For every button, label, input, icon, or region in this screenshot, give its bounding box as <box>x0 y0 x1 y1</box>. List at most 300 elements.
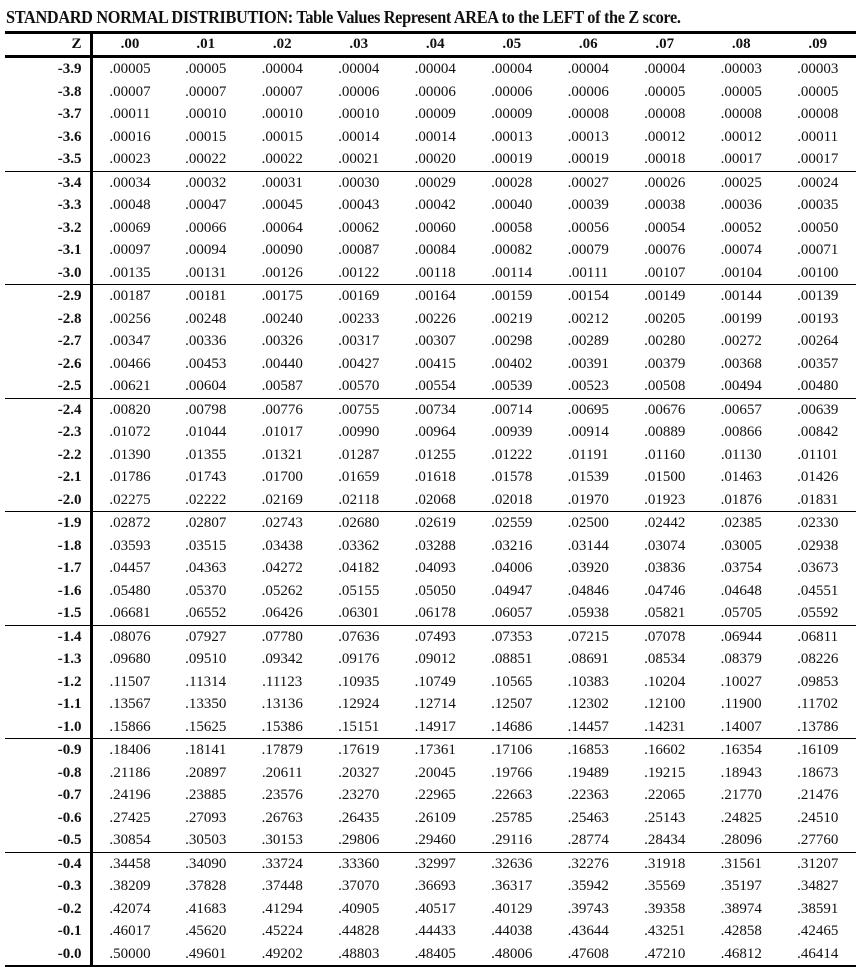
probability-cell: .00164 <box>414 288 456 304</box>
probability-cell: .00005 <box>720 83 762 100</box>
probability-cell: .01044 <box>185 424 227 440</box>
probability-cell: .00842 <box>797 424 839 440</box>
column-header: .01 <box>196 36 216 52</box>
probability-cell: .29460 <box>397 829 474 852</box>
probability-cell: .37828 <box>185 878 227 894</box>
probability-cell: .06057 <box>474 602 551 625</box>
probability-cell: .00017 <box>703 148 780 171</box>
probability-cell: .26435 <box>338 809 380 826</box>
probability-cell: .00122 <box>321 262 398 285</box>
probability-cell: .09853 <box>797 673 839 690</box>
probability-cell: .03005 <box>720 537 762 554</box>
probability-cell: .00639 <box>797 401 839 418</box>
probability-cell: .00776 <box>261 401 303 418</box>
column-header: .00 <box>120 36 140 52</box>
probability-cell: .00657 <box>720 401 762 418</box>
table-row <box>5 285 856 308</box>
probability-cell: .00368 <box>720 355 762 372</box>
z-score-cell: -3.3 <box>5 194 91 217</box>
probability-cell: .00453 <box>185 355 227 372</box>
probability-cell: .30153 <box>244 829 321 852</box>
probability-cell: .00307 <box>414 333 456 349</box>
table-row <box>5 308 856 331</box>
probability-cell: .03288 <box>414 537 456 554</box>
probability-cell: .00010 <box>261 106 303 122</box>
probability-cell: .07927 <box>185 628 227 645</box>
z-score-cell: -1.8 <box>5 535 91 558</box>
probability-cell: .00289 <box>567 333 609 349</box>
probability-cell: .11507 <box>109 673 151 690</box>
probability-cell: .40517 <box>414 900 456 917</box>
probability-cell: .40129 <box>491 900 533 917</box>
probability-cell: .17106 <box>491 742 533 758</box>
table-row <box>5 671 856 694</box>
probability-cell: .11314 <box>185 673 227 690</box>
probability-cell: .01426 <box>797 469 839 485</box>
probability-cell: .01222 <box>491 446 533 463</box>
probability-cell: .04182 <box>338 560 380 576</box>
probability-cell: .10383 <box>567 673 609 690</box>
probability-cell: .00019 <box>474 148 551 171</box>
probability-cell: .31918 <box>644 855 686 872</box>
probability-cell: .00298 <box>491 333 533 349</box>
z-score-cell: -3.7 <box>5 103 91 126</box>
probability-cell: .00004 <box>491 61 533 77</box>
probability-cell: .00187 <box>109 288 151 304</box>
z-score-cell: -1.2 <box>5 671 91 694</box>
column-header: .09 <box>808 36 828 52</box>
probability-cell: .00007 <box>185 83 227 100</box>
probability-cell: .05262 <box>261 582 303 599</box>
probability-cell: .02018 <box>474 489 551 512</box>
probability-cell: .12924 <box>338 696 380 712</box>
probability-cell: .00045 <box>261 197 303 213</box>
table-row <box>5 262 856 285</box>
probability-cell: .04746 <box>644 582 686 599</box>
probability-cell: .00043 <box>338 197 380 213</box>
probability-cell: .01743 <box>185 469 227 485</box>
table-row <box>5 693 856 716</box>
column-header: .05 <box>502 36 522 52</box>
probability-cell: .00036 <box>720 197 762 213</box>
probability-cell: .00027 <box>567 174 609 191</box>
probability-cell: .00019 <box>550 148 627 171</box>
table-row <box>5 920 856 943</box>
probability-cell: .03144 <box>567 537 609 554</box>
probability-cell: .49202 <box>244 943 321 967</box>
probability-cell: .20045 <box>414 764 456 781</box>
probability-cell: .00060 <box>414 219 456 236</box>
table-row <box>5 898 856 921</box>
table-row <box>5 648 856 671</box>
probability-cell: .25785 <box>491 809 533 826</box>
probability-cell: .35569 <box>644 878 686 894</box>
z-score-cell: -2.8 <box>5 308 91 331</box>
probability-cell: .12100 <box>644 696 686 712</box>
probability-cell: .19766 <box>491 764 533 781</box>
probability-cell: .06944 <box>720 628 762 645</box>
probability-cell: .03515 <box>185 537 227 554</box>
probability-cell: .31561 <box>720 855 762 872</box>
probability-cell: .32997 <box>414 855 456 872</box>
z-score-cell: -3.2 <box>5 217 91 240</box>
probability-cell: .18673 <box>797 764 839 781</box>
probability-cell: .00028 <box>491 174 533 191</box>
probability-cell: .03438 <box>261 537 303 554</box>
z-score-cell: -1.7 <box>5 557 91 580</box>
probability-cell: .02500 <box>567 515 609 531</box>
probability-cell: .39743 <box>567 900 609 917</box>
probability-cell: .23270 <box>338 787 380 803</box>
probability-cell: .41683 <box>185 900 227 917</box>
probability-cell: .00024 <box>797 174 839 191</box>
probability-cell: .03754 <box>720 560 762 576</box>
probability-cell: .00336 <box>185 333 227 349</box>
z-score-cell: -2.7 <box>5 330 91 353</box>
probability-cell: .00326 <box>261 333 303 349</box>
z-score-cell: -0.5 <box>5 829 91 852</box>
probability-cell: .01072 <box>109 424 151 440</box>
probability-cell: .12302 <box>567 696 609 712</box>
probability-cell: .01130 <box>720 446 762 463</box>
z-score-cell: -0.1 <box>5 920 91 943</box>
probability-cell: .00009 <box>491 106 533 122</box>
probability-cell: .00022 <box>244 148 321 171</box>
z-score-cell: -1.1 <box>5 693 91 716</box>
table-row <box>5 829 856 852</box>
probability-cell: .01923 <box>627 489 704 512</box>
probability-cell: .02559 <box>491 515 533 531</box>
probability-cell: .07636 <box>338 628 380 645</box>
table-row <box>5 194 856 217</box>
probability-cell: .09176 <box>338 651 380 667</box>
column-header-z: Z <box>5 33 91 57</box>
probability-cell: .44433 <box>414 923 456 939</box>
probability-cell: .00012 <box>720 128 762 145</box>
probability-cell: .00009 <box>414 106 456 122</box>
probability-cell: .04272 <box>261 560 303 576</box>
probability-cell: .00008 <box>567 106 609 122</box>
probability-cell: .14457 <box>550 716 627 739</box>
probability-cell: .02938 <box>797 537 839 554</box>
probability-cell: .03836 <box>644 560 686 576</box>
probability-cell: .00004 <box>567 61 609 77</box>
probability-cell: .01970 <box>550 489 627 512</box>
probability-cell: .00539 <box>474 375 551 398</box>
table-row <box>5 217 856 240</box>
probability-cell: .00889 <box>644 424 686 440</box>
probability-cell: .18943 <box>720 764 762 781</box>
probability-cell: .06811 <box>797 628 839 645</box>
probability-cell: .27760 <box>780 829 857 852</box>
column-header: .04 <box>425 36 445 52</box>
probability-cell: .07353 <box>491 628 533 645</box>
probability-cell: .00008 <box>797 106 839 122</box>
z-score-cell: -0.6 <box>5 807 91 830</box>
z-score-cell: -2.6 <box>5 353 91 376</box>
probability-cell: .00014 <box>338 128 380 145</box>
probability-cell: .05155 <box>338 582 380 599</box>
probability-cell: .00079 <box>567 242 609 258</box>
probability-cell: .00264 <box>797 333 839 349</box>
probability-cell: .00272 <box>720 333 762 349</box>
probability-cell: .05370 <box>185 582 227 599</box>
probability-cell: .21476 <box>797 787 839 803</box>
probability-cell: .03362 <box>338 537 380 554</box>
probability-cell: .06178 <box>397 602 474 625</box>
probability-cell: .32276 <box>567 855 609 872</box>
table-row <box>5 171 856 194</box>
probability-cell: .31207 <box>797 855 839 872</box>
probability-cell: .33360 <box>338 855 380 872</box>
probability-cell: .43644 <box>567 923 609 939</box>
probability-cell: .45620 <box>185 923 227 939</box>
probability-cell: .04947 <box>491 582 533 599</box>
probability-cell: .32636 <box>491 855 533 872</box>
probability-cell: .00064 <box>261 219 303 236</box>
probability-cell: .00074 <box>720 242 762 258</box>
probability-cell: .00006 <box>414 83 456 100</box>
probability-cell: .04363 <box>185 560 227 576</box>
probability-cell: .16109 <box>797 742 839 758</box>
probability-cell: .00212 <box>567 310 609 327</box>
table-row <box>5 557 856 580</box>
probability-cell: .02872 <box>109 515 151 531</box>
probability-cell: .36317 <box>491 878 533 894</box>
probability-cell: .00139 <box>797 288 839 304</box>
probability-cell: .00523 <box>550 375 627 398</box>
probability-cell: .06426 <box>244 602 321 625</box>
probability-cell: .00018 <box>627 148 704 171</box>
table-row <box>5 444 856 467</box>
probability-cell: .00714 <box>491 401 533 418</box>
header-row <box>5 33 856 57</box>
probability-cell: .16853 <box>567 742 609 758</box>
probability-cell: .00233 <box>338 310 380 327</box>
probability-cell: .05480 <box>109 582 151 599</box>
probability-cell: .00240 <box>261 310 303 327</box>
probability-cell: .00094 <box>185 242 227 258</box>
probability-cell: .38209 <box>109 878 151 894</box>
probability-cell: .04093 <box>414 560 456 576</box>
probability-cell: .00175 <box>261 288 303 304</box>
probability-cell: .00003 <box>797 61 839 77</box>
probability-cell: .01539 <box>567 469 609 485</box>
probability-cell: .36693 <box>414 878 456 894</box>
probability-cell: .00508 <box>627 375 704 398</box>
probability-cell: .01101 <box>797 446 839 463</box>
probability-cell: .24510 <box>797 809 839 826</box>
table-row <box>5 239 856 262</box>
probability-cell: .00014 <box>414 128 456 145</box>
probability-cell: .00090 <box>261 242 303 258</box>
probability-cell: .05050 <box>414 582 456 599</box>
probability-cell: .00038 <box>644 197 686 213</box>
probability-cell: .38974 <box>720 900 762 917</box>
probability-cell: .00676 <box>644 401 686 418</box>
probability-cell: .11123 <box>262 673 303 690</box>
probability-cell: .13786 <box>780 716 857 739</box>
probability-cell: .22965 <box>414 787 456 803</box>
probability-cell: .38591 <box>797 900 839 917</box>
probability-cell: .00695 <box>567 401 609 418</box>
probability-cell: .00020 <box>397 148 474 171</box>
probability-cell: .00013 <box>567 128 609 145</box>
z-score-cell: -2.1 <box>5 466 91 489</box>
probability-cell: .07780 <box>261 628 303 645</box>
probability-cell: .12714 <box>414 696 456 712</box>
probability-cell: .00169 <box>338 288 380 304</box>
probability-cell: .01500 <box>644 469 686 485</box>
probability-cell: .00379 <box>644 355 686 372</box>
probability-cell: .08691 <box>567 651 609 667</box>
probability-cell: .08534 <box>644 651 686 667</box>
probability-cell: .39358 <box>644 900 686 917</box>
probability-cell: .00587 <box>244 375 321 398</box>
probability-cell: .00990 <box>338 424 380 440</box>
z-table <box>5 31 856 967</box>
probability-cell: .00131 <box>168 262 245 285</box>
table-row <box>5 852 856 875</box>
table-row <box>5 103 856 126</box>
table-row <box>5 625 856 648</box>
probability-cell: .03920 <box>567 560 609 576</box>
probability-cell: .00097 <box>109 242 151 258</box>
probability-cell: .00032 <box>185 174 227 191</box>
probability-cell: .00604 <box>168 375 245 398</box>
probability-cell: .23885 <box>185 787 227 803</box>
probability-cell: .22663 <box>491 787 533 803</box>
probability-cell: .02743 <box>261 515 303 531</box>
probability-cell: .05705 <box>703 602 780 625</box>
z-score-cell: -1.9 <box>5 512 91 535</box>
probability-cell: .03216 <box>491 537 533 554</box>
probability-cell: .00181 <box>185 288 227 304</box>
probability-cell: .28434 <box>627 829 704 852</box>
probability-cell: .15386 <box>244 716 321 739</box>
probability-cell: .10204 <box>644 673 686 690</box>
probability-cell: .01618 <box>414 469 456 485</box>
probability-cell: .17619 <box>338 742 380 758</box>
probability-cell: .00054 <box>644 219 686 236</box>
probability-cell: .00015 <box>261 128 303 145</box>
probability-cell: .48803 <box>321 943 398 967</box>
probability-cell: .37070 <box>338 878 380 894</box>
z-score-cell: -1.3 <box>5 648 91 671</box>
probability-cell: .00012 <box>644 128 686 145</box>
probability-cell: .09510 <box>185 651 227 667</box>
column-header: .02 <box>272 36 292 52</box>
probability-cell: .07215 <box>567 628 609 645</box>
probability-cell: .42074 <box>109 900 151 917</box>
probability-cell: .17361 <box>414 742 456 758</box>
probability-cell: .11900 <box>720 696 762 712</box>
z-score-cell: -3.6 <box>5 126 91 149</box>
probability-cell: .00154 <box>567 288 609 304</box>
probability-cell: .18141 <box>185 742 227 758</box>
table-row <box>5 126 856 149</box>
probability-cell: .00256 <box>109 310 151 327</box>
probability-cell: .01578 <box>491 469 533 485</box>
probability-cell: .00025 <box>720 174 762 191</box>
probability-cell: .15625 <box>168 716 245 739</box>
probability-cell: .00199 <box>720 310 762 327</box>
probability-cell: .15866 <box>91 716 168 739</box>
probability-cell: .00008 <box>644 106 686 122</box>
probability-cell: .01786 <box>109 469 151 485</box>
table-row <box>5 330 856 353</box>
probability-cell: .00005 <box>797 83 839 100</box>
probability-cell: .00004 <box>644 61 686 77</box>
probability-cell: .11702 <box>797 696 839 712</box>
table-body <box>5 57 856 967</box>
probability-cell: .00248 <box>185 310 227 327</box>
probability-cell: .00022 <box>168 148 245 171</box>
probability-cell: .40905 <box>338 900 380 917</box>
probability-cell: .00004 <box>261 61 303 77</box>
probability-cell: .34827 <box>797 878 839 894</box>
z-score-cell: -0.0 <box>5 943 91 967</box>
probability-cell: .00039 <box>567 197 609 213</box>
probability-cell: .00111 <box>550 262 627 285</box>
z-score-cell: -1.6 <box>5 580 91 603</box>
probability-cell: .02222 <box>168 489 245 512</box>
probability-cell: .00205 <box>644 310 686 327</box>
probability-cell: .00056 <box>567 219 609 236</box>
z-score-cell: -2.0 <box>5 489 91 512</box>
z-score-cell: -3.5 <box>5 148 91 171</box>
probability-cell: .16354 <box>720 742 762 758</box>
z-score-cell: -0.8 <box>5 762 91 785</box>
probability-cell: .00135 <box>91 262 168 285</box>
probability-cell: .00427 <box>338 355 380 372</box>
probability-cell: .04006 <box>491 560 533 576</box>
probability-cell: .42465 <box>797 923 839 939</box>
probability-cell: .01287 <box>338 446 380 463</box>
probability-cell: .20327 <box>338 764 380 781</box>
probability-cell: .00008 <box>720 106 762 122</box>
probability-cell: .01659 <box>338 469 380 485</box>
table-row <box>5 535 856 558</box>
probability-cell: .27093 <box>185 809 227 826</box>
table-row <box>5 784 856 807</box>
probability-cell: .01321 <box>261 446 303 463</box>
z-score-cell: -1.0 <box>5 716 91 739</box>
table-row <box>5 807 856 830</box>
probability-cell: .08076 <box>109 628 151 645</box>
probability-cell: .41294 <box>261 900 303 917</box>
probability-cell: .25463 <box>567 809 609 826</box>
z-score-cell: -3.8 <box>5 81 91 104</box>
probability-cell: .00040 <box>491 197 533 213</box>
probability-cell: .48006 <box>474 943 551 967</box>
page-title: STANDARD NORMAL DISTRIBUTION: Table Values Represent AREA to the LEFT of the Z score. <box>6 7 681 27</box>
probability-cell: .00440 <box>261 355 303 372</box>
probability-cell: .02680 <box>338 515 380 531</box>
z-score-cell: -0.9 <box>5 739 91 762</box>
probability-cell: .00023 <box>91 148 168 171</box>
probability-cell: .49601 <box>168 943 245 967</box>
probability-cell: .17879 <box>261 742 303 758</box>
probability-cell: .00159 <box>491 288 533 304</box>
probability-cell: .00554 <box>397 375 474 398</box>
z-score-cell: -0.2 <box>5 898 91 921</box>
probability-cell: .19215 <box>644 764 686 781</box>
z-score-cell: -2.2 <box>5 444 91 467</box>
probability-cell: .26109 <box>414 809 456 826</box>
probability-cell: .22363 <box>567 787 609 803</box>
probability-cell: .00021 <box>321 148 398 171</box>
